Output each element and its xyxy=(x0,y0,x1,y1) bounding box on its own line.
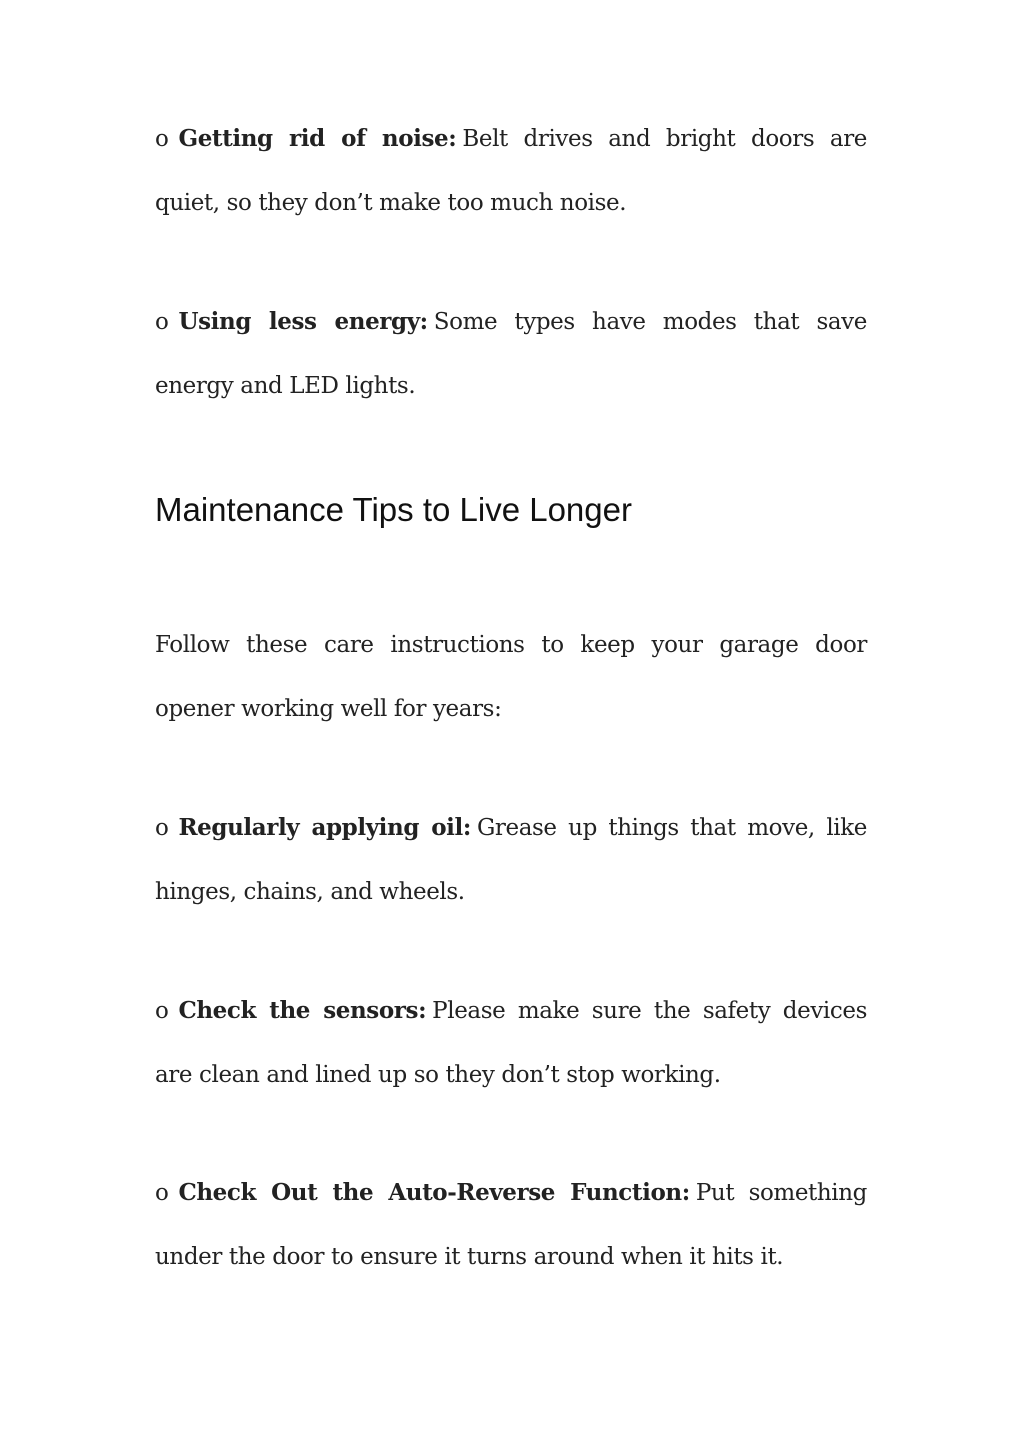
bullet-marker: o xyxy=(155,998,169,1024)
bullet-term: Check Out the Auto-Reverse Function: xyxy=(178,1179,690,1206)
bullet-marker: o xyxy=(155,1180,169,1206)
list-item-check-sensors xyxy=(155,979,867,1107)
list-item-using-less-energy xyxy=(155,290,867,418)
bullet-marker: o xyxy=(155,309,169,335)
bullet-text: Belt drives and bright doors are quiet, so they don’t make too much noise. xyxy=(155,126,868,216)
bullet-term: Regularly applying oil: xyxy=(178,814,471,841)
bullet-text: Grease up things that move, like hinges, chains, and wheels. xyxy=(155,815,867,905)
list-item-applying-oil xyxy=(155,796,867,924)
bullet-term: Check the sensors: xyxy=(178,997,427,1024)
bullet-term: Getting rid of noise: xyxy=(178,125,457,152)
section-heading: Maintenance Tips to Live Longer xyxy=(155,491,632,528)
section-intro: Follow these care instructions to keep your garage door opener working well for years: xyxy=(155,632,867,722)
bullet-text: Put something under the door to ensure it turns around when it hits it. xyxy=(155,1180,867,1270)
bullet-marker: o xyxy=(155,126,169,152)
list-item-getting-rid-of-noise xyxy=(155,107,867,235)
bullet-text: Please make sure the safety devices are clean and lined up so they don’t stop working. xyxy=(155,998,867,1088)
bullet-marker: o xyxy=(155,815,169,841)
bullet-term: Using less energy: xyxy=(178,308,428,335)
bullet-text: Some types have modes that save energy and LED lights. xyxy=(155,309,867,399)
list-item-auto-reverse xyxy=(155,1161,867,1289)
